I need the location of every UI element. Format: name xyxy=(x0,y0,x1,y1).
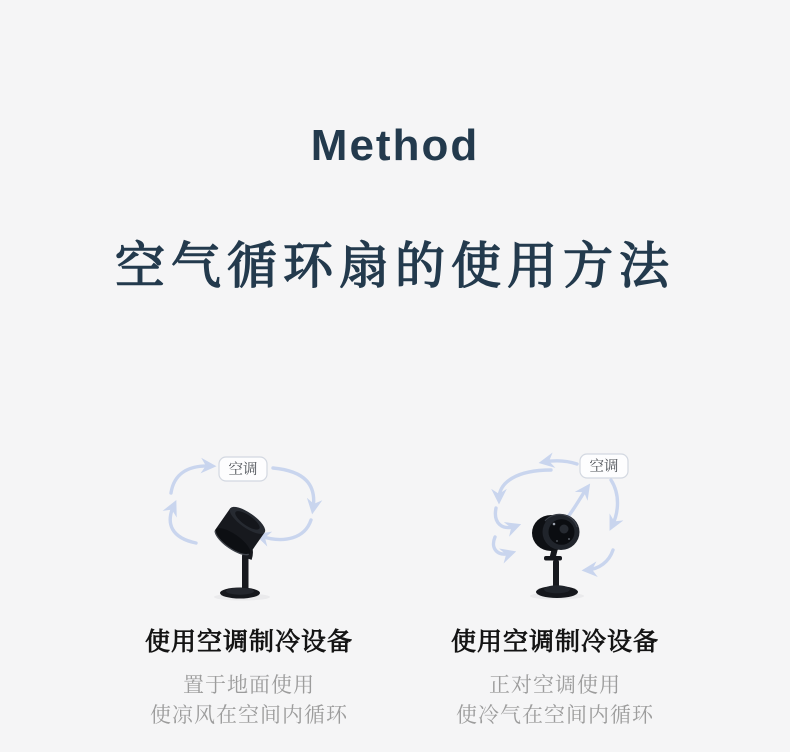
usage-heading: 使用空调制冷设备 xyxy=(450,628,659,656)
usage-description-line2: 使凉风在空间内循环 xyxy=(150,704,348,727)
usage-description-line2: 使冷气在空间内循环 xyxy=(456,704,654,727)
section-eyebrow: Method xyxy=(310,121,480,170)
usage-column-floor xyxy=(99,440,399,731)
usage-heading: 使用空调制冷设备 xyxy=(144,628,353,656)
usage-column-facing-ac xyxy=(405,440,705,731)
circulation-fan-front-icon xyxy=(530,514,584,600)
svg-text:空调: 空调 xyxy=(589,459,619,475)
usage-description-line1: 正对空调使用 xyxy=(489,674,621,697)
svg-text:空调: 空调 xyxy=(228,462,258,478)
circulation-fan-tilted-icon xyxy=(211,502,270,600)
ac-label xyxy=(580,454,628,478)
page-title: 空气循环扇的使用方法 xyxy=(115,238,675,294)
usage-description-line1: 置于地面使用 xyxy=(183,674,315,697)
fan-airflow-illustration xyxy=(405,440,705,625)
ac-label xyxy=(219,457,267,481)
fan-airflow-illustration xyxy=(99,440,399,625)
usage-description xyxy=(99,671,399,731)
usage-description xyxy=(405,671,705,731)
